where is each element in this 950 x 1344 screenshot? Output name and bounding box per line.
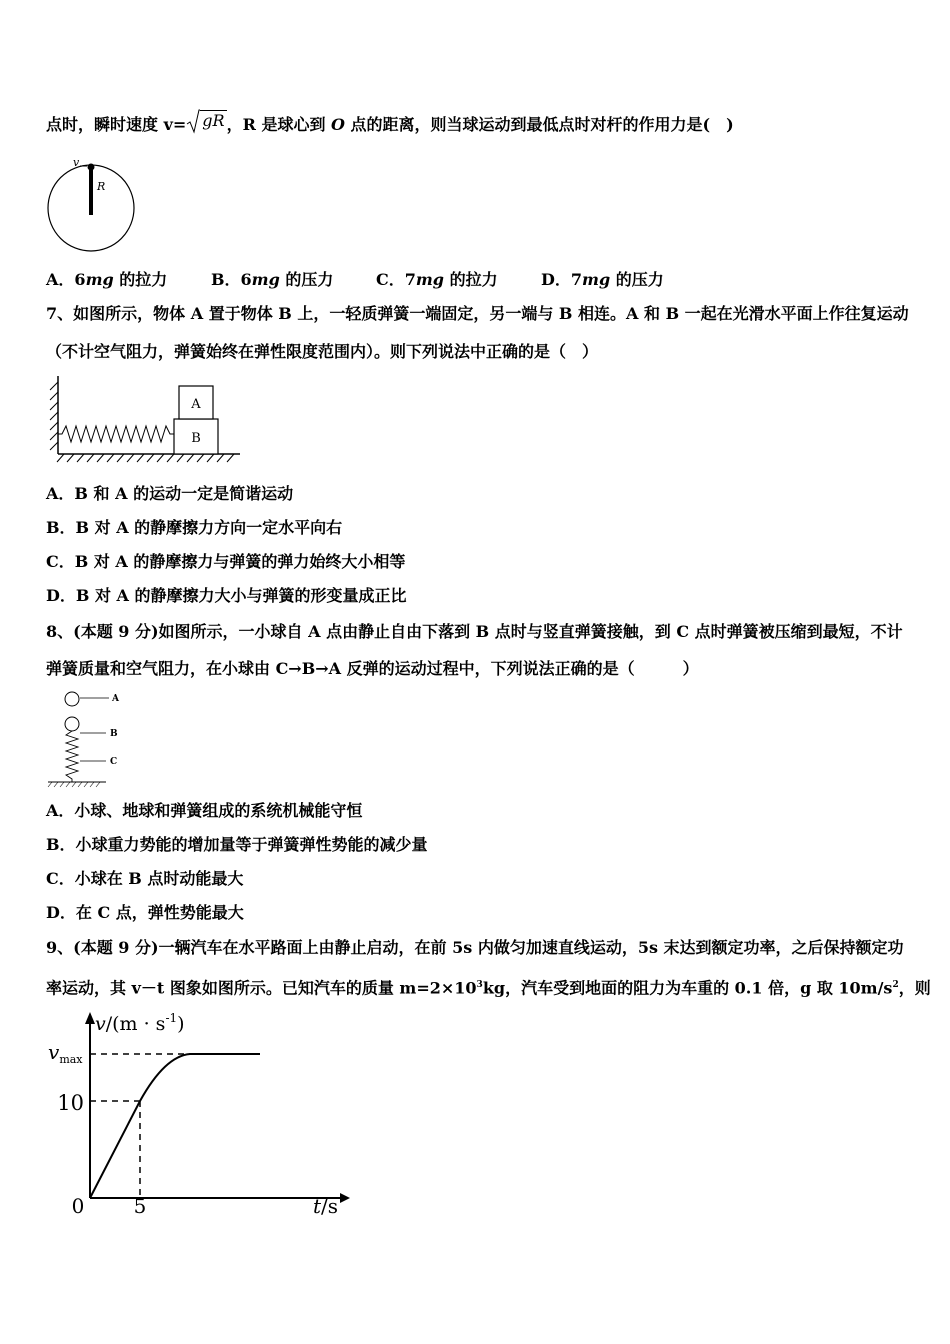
option-c-text: 的拉力 (444, 270, 498, 289)
vt-chart (40, 1008, 350, 1223)
q7-stem-line1: 7、如图所示，物体 A 置于物体 B 上，一轻质弹簧一端固定，另一端与 B 相连。A 和 B 一起在光滑水平面上作往复运动 (46, 304, 909, 323)
x-axis-label: t/s (313, 1194, 339, 1218)
x-axis-arrow-icon (340, 1193, 350, 1203)
q7-option-c[interactable]: C．B 对 A 的静摩擦力与弹簧的弹力始终大小相等 (46, 552, 406, 571)
label-R: R (97, 180, 106, 193)
q6-stem (46, 111, 734, 135)
tick-0: 0 (71, 1194, 85, 1218)
q6-circle-figure (44, 155, 139, 255)
option-d[interactable] (541, 270, 664, 290)
label-v: v (73, 156, 80, 169)
option-a-text: 的拉力 (113, 270, 168, 289)
option-b[interactable] (211, 270, 376, 290)
tick-vmax: $v_{max}$ (48, 1040, 83, 1066)
option-c-mg: mg (415, 270, 444, 289)
q7-stem-line2: （不计空气阻力，弹簧始终在弹性限度范围内）。则下列说法中正确的是（ ） (46, 342, 599, 361)
option-b-label: B．6 (211, 270, 252, 289)
floor-hatch (57, 454, 234, 462)
option-a-mg: mg (85, 270, 114, 289)
series-curve-segment (140, 1054, 260, 1101)
option-a-label: A．6 (46, 270, 86, 289)
q9-stem-line2 (46, 975, 931, 998)
q8-option-b[interactable]: B．小球重力势能的增加量等于弹簧弹性势能的减少量 (46, 835, 428, 854)
q9-stem-line1: 9、(本题 9 分)一辆汽车在水平路面上由静止启动，在前 5s 内做匀加速直线运动，5s 末达到额定功率，之后保持额定功 (46, 938, 904, 957)
block-B-label: B (191, 431, 201, 446)
vertical-spring (66, 731, 78, 782)
q8-option-d[interactable]: D．在 C 点，弹性势能最大 (46, 903, 244, 922)
ground-hatch (48, 782, 100, 787)
option-b-text: 的压力 (279, 270, 334, 289)
q7-option-d[interactable]: D．B 对 A 的静摩擦力大小与弹簧的形变量成正比 (46, 586, 407, 605)
sqrt-content: gR (202, 111, 225, 130)
ball-A (65, 692, 79, 706)
q8-stem-line1: 8、(本题 9 分)如图所示，一小球自 A 点由静止自由下落到 B 点时与竖直弹簧接触，到 C 点时弹簧被压缩到最短，不计 (46, 622, 903, 641)
q6-O: O (331, 115, 345, 134)
ball-B (65, 717, 79, 731)
option-a[interactable] (46, 270, 211, 290)
option-c[interactable] (376, 270, 541, 290)
q8-ball-spring-figure (44, 686, 134, 790)
q9-line2-c: ，则 (898, 978, 931, 998)
q6-stem-prefix: 点时，瞬时速度 v= (46, 115, 187, 134)
q9-line2-a: 率运动，其 v－t 图象如图所示。已知汽车的质量 m=2×10 (46, 978, 477, 998)
q6-options (46, 270, 664, 290)
y-axis-label: $v/(m \cdot s^{-1})$ (95, 1011, 185, 1035)
label-B: B (110, 729, 118, 739)
spring (58, 426, 174, 442)
label-A: A (112, 694, 119, 704)
q7-option-b[interactable]: B．B 对 A 的静摩擦力方向一定水平向右 (46, 518, 343, 537)
q8-stem-line2: 弹簧质量和空气阻力，在小球由 C→B→A 反弹的运动过程中，下列说法正确的是（ ） (46, 659, 699, 678)
option-d-mg: mg (582, 270, 611, 289)
wall-hatch (50, 382, 58, 450)
q9-sup-3: 3 (476, 980, 483, 990)
option-c-label: C．7 (376, 270, 416, 289)
option-b-mg: mg (251, 270, 280, 289)
sqrt-expression (186, 110, 226, 131)
q7-spring-figure (40, 372, 245, 467)
block-A-label: A (191, 397, 201, 412)
label-C: C (110, 757, 118, 767)
q9-sup-2: 2 (892, 980, 899, 990)
q7-option-a[interactable]: A．B 和 A 的运动一定是简谐运动 (46, 484, 294, 503)
q6-stem-suffix2: 点的距离，则当球运动到最低点时对杆的作用力是( ) (344, 115, 734, 134)
q8-option-c[interactable]: C．小球在 B 点时动能最大 (46, 869, 244, 888)
y-axis-arrow-icon (85, 1012, 95, 1024)
option-d-text: 的压力 (610, 270, 664, 289)
ball (88, 164, 95, 171)
option-d-label: D．7 (541, 270, 583, 289)
sqrt-sign-icon (186, 108, 200, 134)
series-linear-segment (90, 1101, 140, 1198)
tick-5: 5 (133, 1194, 147, 1218)
tick-10: 10 (57, 1091, 84, 1115)
q6-stem-suffix1: ，R 是球心到 (226, 115, 332, 134)
q8-option-a[interactable]: A．小球、地球和弹簧组成的系统机械能守恒 (46, 801, 363, 820)
q9-line2-b: kg，汽车受到地面的阻力为车重的 0.1 倍，g 取 10m/s (482, 978, 893, 998)
